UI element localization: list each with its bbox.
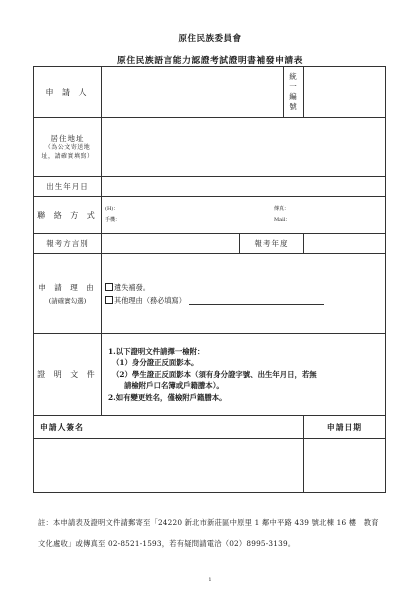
footer-note: 註：本申請表及證明文件請郵寄至「24220 新北市新莊區中原里 1 鄰中平路 439 號北棟 16 樓 教育文化處收」或傳真至 02-8521-1593，若有疑問請電洽（02）8995-3139。 bbox=[38, 518, 379, 548]
reason-option-other-label: 其他理由（務必填寫） bbox=[114, 295, 186, 305]
contact-home: (H)： bbox=[105, 206, 119, 212]
reason-option-lost-label: 遺失補發。 bbox=[114, 282, 150, 292]
dob-field[interactable] bbox=[102, 177, 386, 197]
applicant-label: 申 請 人 bbox=[34, 67, 102, 118]
contact-line-2 bbox=[102, 215, 385, 226]
row-address bbox=[34, 118, 386, 177]
application-form-table bbox=[33, 66, 386, 493]
signature-label: 申請人簽名 bbox=[34, 416, 304, 439]
reason-hint: (請確實勾選) bbox=[48, 297, 87, 305]
row-applicant bbox=[34, 67, 386, 118]
address-label-cell bbox=[34, 118, 102, 177]
reason-field bbox=[102, 254, 386, 334]
contact-mobile: 手機： bbox=[105, 217, 121, 223]
row-signature-fields bbox=[34, 439, 386, 493]
year-field[interactable] bbox=[304, 234, 386, 254]
contact-field[interactable] bbox=[102, 197, 386, 234]
dob-label: 出生年月日 bbox=[34, 177, 102, 197]
org-title: 原住民族委員會 bbox=[178, 34, 242, 44]
contact-line-1 bbox=[102, 204, 385, 215]
checkbox-other[interactable] bbox=[105, 296, 113, 304]
contact-fax: 傳真： bbox=[274, 206, 290, 212]
dialect-label: 報考方言別 bbox=[34, 234, 102, 254]
address-hint: （為公文寄送地址，請確實填寫） bbox=[41, 144, 94, 160]
date-field[interactable] bbox=[304, 439, 386, 493]
page-number: 1 bbox=[208, 577, 212, 583]
year-label: 報考年度 bbox=[240, 234, 304, 254]
row-dialect bbox=[34, 234, 386, 254]
reason-option-other[interactable] bbox=[102, 294, 385, 307]
row-contact bbox=[34, 197, 386, 234]
form-title: 原住民族語言能力認證考試證明書補發申請表 bbox=[117, 56, 303, 66]
reason-other-input[interactable] bbox=[189, 296, 324, 305]
docs-line-1: 1.以下證明文件請擇一檢附： bbox=[108, 346, 205, 356]
date-label: 申請日期 bbox=[304, 416, 386, 439]
address-field[interactable] bbox=[102, 118, 386, 177]
row-dob bbox=[34, 177, 386, 197]
contact-mail: Mail： bbox=[274, 217, 291, 223]
signature-field[interactable] bbox=[34, 439, 304, 493]
address-label: 居住地址 bbox=[50, 134, 85, 143]
docs-line-2: （1）身分證正反面影本。 bbox=[112, 358, 199, 368]
applicant-name-field[interactable] bbox=[102, 67, 284, 118]
dialect-field[interactable] bbox=[102, 234, 240, 254]
reason-label: 申 請 理 由 bbox=[38, 283, 97, 292]
uid-field[interactable] bbox=[304, 67, 386, 118]
row-signature-header bbox=[34, 416, 386, 439]
docs-line-4: 請檢附戶口名簿或戶籍謄本）。 bbox=[124, 381, 224, 391]
row-docs bbox=[34, 334, 386, 416]
checkbox-lost[interactable] bbox=[105, 283, 113, 291]
row-reason bbox=[34, 254, 386, 334]
docs-label: 證 明 文 件 bbox=[34, 334, 102, 416]
reason-label-cell bbox=[34, 254, 102, 334]
docs-line-3: （2）學生證正反面影本（須有身分證字號、出生年月日，若無 bbox=[112, 369, 317, 379]
docs-content bbox=[102, 334, 386, 416]
contact-label: 聯 絡 方 式 bbox=[34, 197, 102, 234]
docs-line-5: 2.如有變更姓名，僅檢附戶籍謄本。 bbox=[108, 392, 227, 402]
reason-option-lost[interactable] bbox=[102, 281, 385, 294]
uid-label: 統一編號 bbox=[284, 67, 304, 118]
